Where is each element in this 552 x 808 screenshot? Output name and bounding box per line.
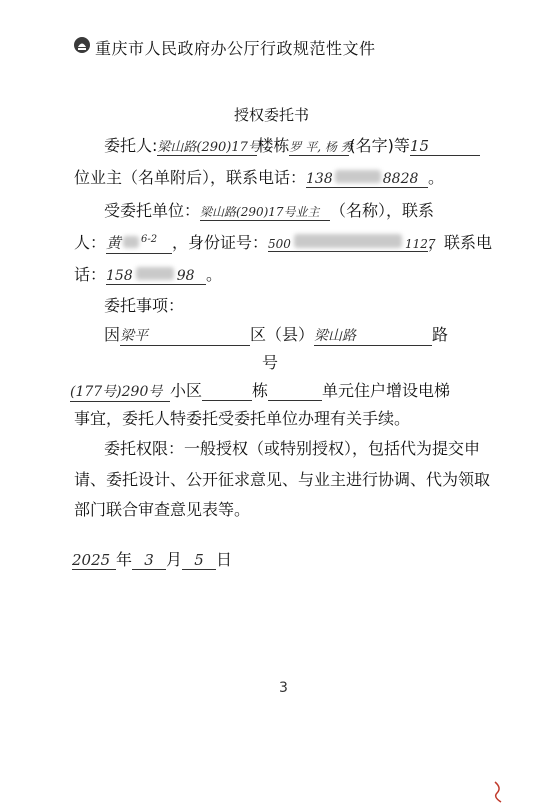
redacted-name	[123, 236, 139, 248]
clause-building: (177号)290号 小区 栋 单元住户增设电梯	[70, 381, 451, 400]
month-handwriting: 3	[132, 551, 166, 570]
org-header-title: 重庆市人民政府办公厅行政规范性文件	[95, 39, 376, 58]
year-handwriting: 2025	[72, 551, 116, 570]
road-handwriting: 梁山路	[314, 325, 432, 346]
document-title: 授权委托书	[234, 106, 310, 124]
signing-date: 2025 年 3 月 5 日	[72, 550, 233, 569]
redacted-agent-phone	[136, 267, 174, 280]
permission-line-2: 请、委托设计、公开征求意见、与业主进行协调、代为领取	[74, 470, 491, 489]
matters-label: 委托事项：	[104, 296, 185, 315]
client-names-handwriting: 罗 平, 杨 秀	[289, 140, 353, 154]
redacted-phone-digits	[335, 170, 381, 183]
owner-count-handwriting: 15	[410, 137, 480, 156]
agent-name-handwriting: 黄 $^{6-2}$	[106, 232, 172, 254]
permission-line-3: 部门联合审查意见表等。	[74, 500, 251, 519]
clause-agent-unit: 受委托单位：梁山路(290)17号业主 （名称），联系	[104, 201, 435, 220]
clause-phone: 位业主（名单附后），联系电话：138 8828 。	[74, 168, 445, 187]
agent-id-handwriting: 500 1127	[268, 234, 428, 252]
clause-agent-phone: 话：158 98 。	[74, 265, 223, 284]
unit-blank	[268, 381, 322, 401]
clause-client: 委托人:梁山路(290)17号楼栋罗 平, 杨 秀(名字)等15	[104, 133, 480, 156]
stamp-fragment-icon	[492, 780, 506, 804]
clause-agent-person: 人：黄 $^{6-2}$ ，身份证号：500 1127，联系电	[74, 233, 493, 252]
district-handwriting: 梁平	[120, 325, 250, 346]
redacted-id-number	[294, 234, 402, 248]
house-number-handwriting: (177号)290号	[70, 381, 170, 402]
agent-phone-handwriting: 158 98	[106, 267, 206, 285]
day-handwriting: 5	[182, 551, 216, 570]
page-number: 3	[279, 680, 288, 696]
number-label: 号	[262, 353, 279, 372]
national-emblem-icon	[73, 36, 91, 54]
client-address-handwriting: 梁山路(290)17号	[157, 136, 257, 156]
agent-unit-handwriting: 梁山路(290)17号业主	[200, 203, 330, 221]
permission-line-1: 委托权限：一般授权（或特别授权），包括代为提交申	[104, 439, 481, 458]
clause-matters: 事宜，委托人特委托受委托单位办理有关手续。	[74, 409, 411, 428]
building-blank	[202, 381, 252, 401]
clause-location: 因梁平 区（县）梁山路 路	[104, 325, 449, 344]
client-phone-handwriting: 138 8828	[306, 170, 428, 188]
